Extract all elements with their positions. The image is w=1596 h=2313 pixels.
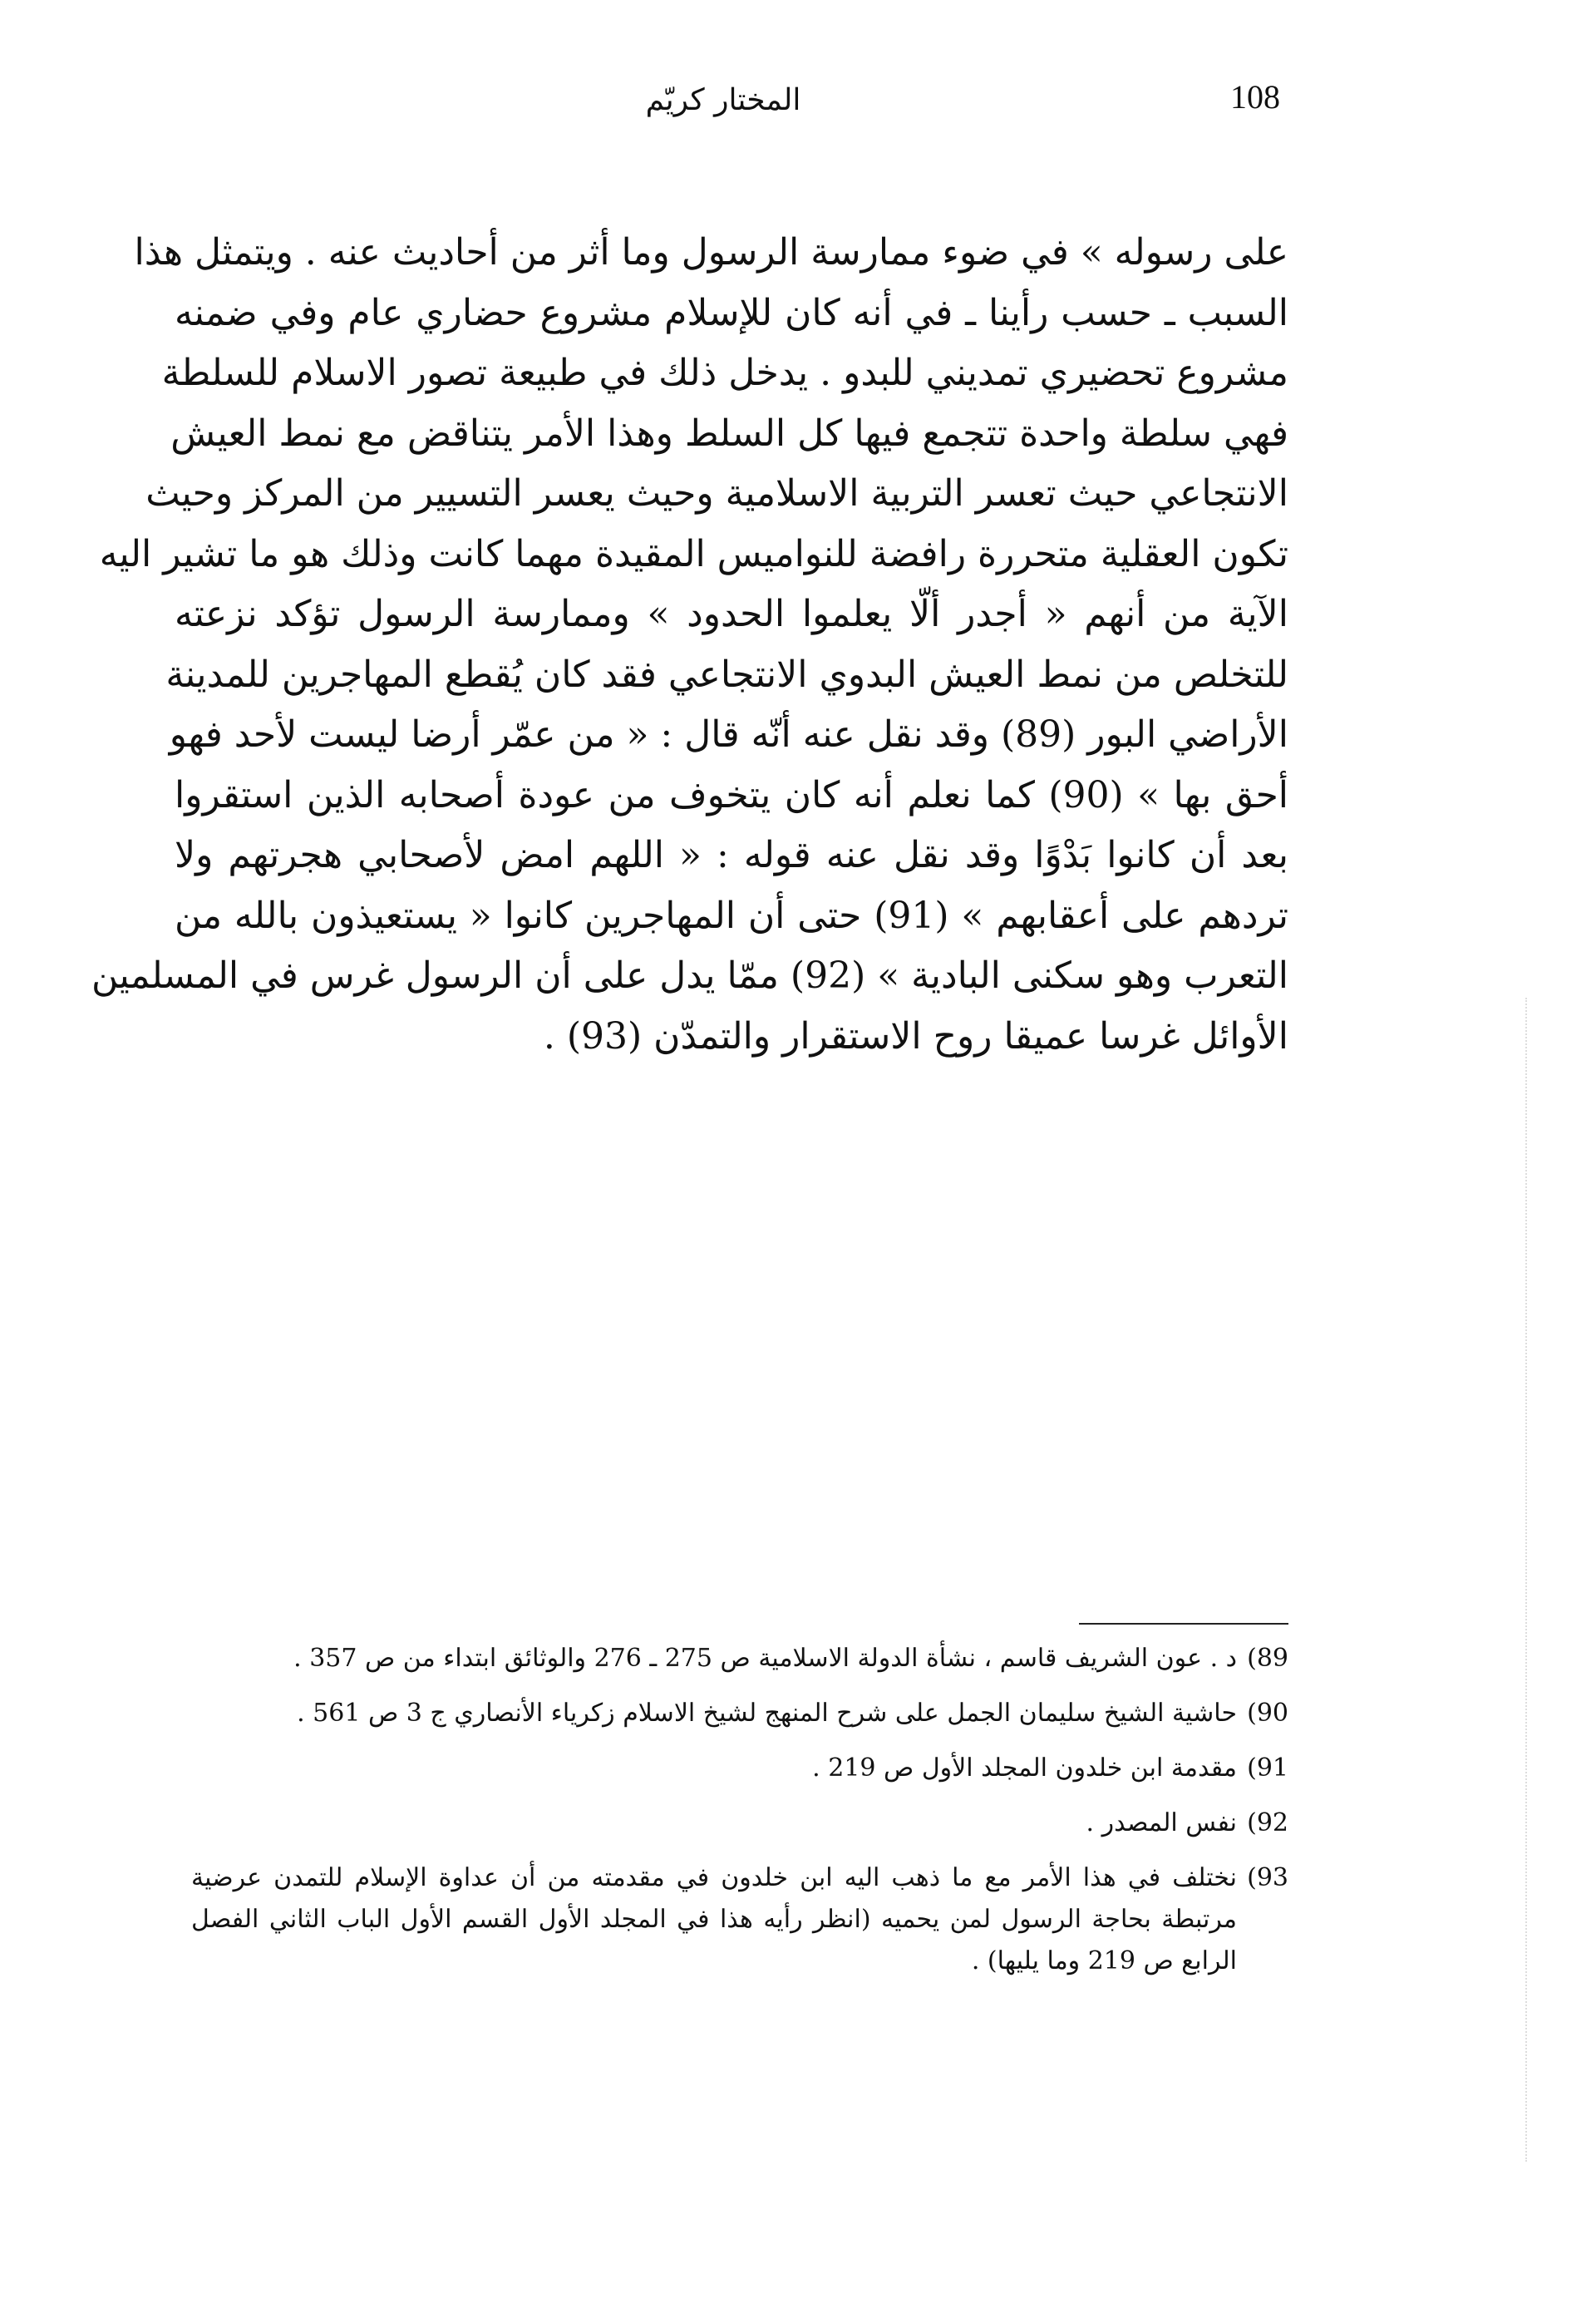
body-line: الآية من أنهم « أجدر ألّا يعلموا الحدود » وممارسة الرسول تؤكد نزعته (175, 593, 1288, 635)
footnote-line: نفس المصدر . (1086, 1808, 1237, 1837)
body-line: أحق بها » (90) كما نعلم أنه كان يتخوف من عودة أصحابه الذين استقروا (175, 773, 1288, 816)
footnote-separator (1079, 1623, 1288, 1625)
body-line: بعد أن كانوا بَدْوًا وقد نقل عنه قوله : « اللهم امض لأصحابي هجرتهم ولا (175, 834, 1288, 876)
body-line: فهي سلطة واحدة تتجمع فيها كل السلط وهذا الأمر يتناقض مع نمط العيش (170, 412, 1288, 455)
body-line: الأراضي البور (89) وقد نقل عنه أنّه قال : « من عمّر أرضا ليست لأحد فهو (169, 713, 1288, 756)
body-line: الانتجاعي حيث تعسر التربية الاسلامية وحيث يعسر التسيير من المركز وحيث (145, 472, 1288, 515)
scan-margin-speckles (1525, 998, 1529, 2162)
footnote-line: د . عون الشريف قاسم ، نشأة الدولة الاسلامية ص 275 ـ 276 والوثائق ابتداء من ص 357 . (293, 1644, 1237, 1673)
footnote-line: الرابع ص 219 وما يليها) . (971, 1946, 1237, 1975)
footnote-number: 90) (1247, 1699, 1288, 1728)
footnote-text (191, 1803, 1237, 1844)
footnote-91 (191, 1748, 1288, 1789)
footnote-line: مرتبطة بحاجة الرسول لمن يحميه (انظر رأيه هذا في المجلد الأول القسم الأول الباب الثاني الفصل (191, 1905, 1237, 1934)
footnote-line: حاشية الشيخ سليمان الجمل على شرح المنهج لشيخ الاسلام زكرياء الأنصاري ج 3 ص 561 . (297, 1699, 1237, 1728)
footnote-text (191, 1857, 1237, 1982)
body-line: تردهم على أعقابهم » (91) حتى أن المهاجرين كانوا « يستعيذون بالله من (175, 894, 1288, 937)
body-line: للتخلص من نمط العيش البدوي الانتجاعي فقد كان يُقطع المهاجرين للمدينة (165, 653, 1288, 696)
body-line: مشروع تحضيري تمديني للبدو . يدخل ذلك في طبيعة تصور الاسلام للسلطة (161, 352, 1288, 394)
footnotes (191, 1638, 1288, 1995)
footnote-text (191, 1748, 1237, 1789)
body-paragraph (91, 223, 1288, 1067)
footnote-line: نختلف في هذا الأمر مع ما ذهب اليه ابن خلدون في مقدمته من أن عداوة الإسلام للتمدن عرضية (191, 1863, 1237, 1892)
running-title: المختار كريّم (645, 83, 801, 117)
footnote-93 (191, 1857, 1288, 1982)
body-line: تكون العقلية متحررة رافضة للنواميس المقيدة مهما كانت وذلك هو ما تشير اليه (99, 532, 1288, 575)
footnote-text (191, 1638, 1237, 1679)
footnote-text (191, 1693, 1237, 1734)
footnote-90 (191, 1693, 1288, 1734)
body-line: السبب ـ حسب رأينا ـ في أنه كان للإسلام مشروع حضاري عام وفي ضمنه (175, 291, 1288, 334)
footnote-number: 91) (1247, 1753, 1288, 1783)
footnote-line: مقدمة ابن خلدون المجلد الأول ص 219 . (812, 1753, 1237, 1783)
page-number: 108 (1230, 78, 1280, 116)
body-line: على رسوله » في ضوء ممارسة الرسول وما أثر من أحاديث عنه . ويتمثل هذا (134, 231, 1288, 274)
footnote-92 (191, 1803, 1288, 1844)
body-line: التعرب وهو سكنى البادية » (92) ممّا يدل على أن الرسول غرس في المسلمين (91, 954, 1288, 997)
footnote-number: 92) (1247, 1808, 1288, 1837)
footnote-number: 93) (1247, 1863, 1288, 1892)
footnote-number: 89) (1247, 1644, 1288, 1673)
body-line: الأوائل غرسا عميقا روح الاستقرار والتمدّن (93) . (543, 1014, 1288, 1058)
footnote-89 (191, 1638, 1288, 1679)
